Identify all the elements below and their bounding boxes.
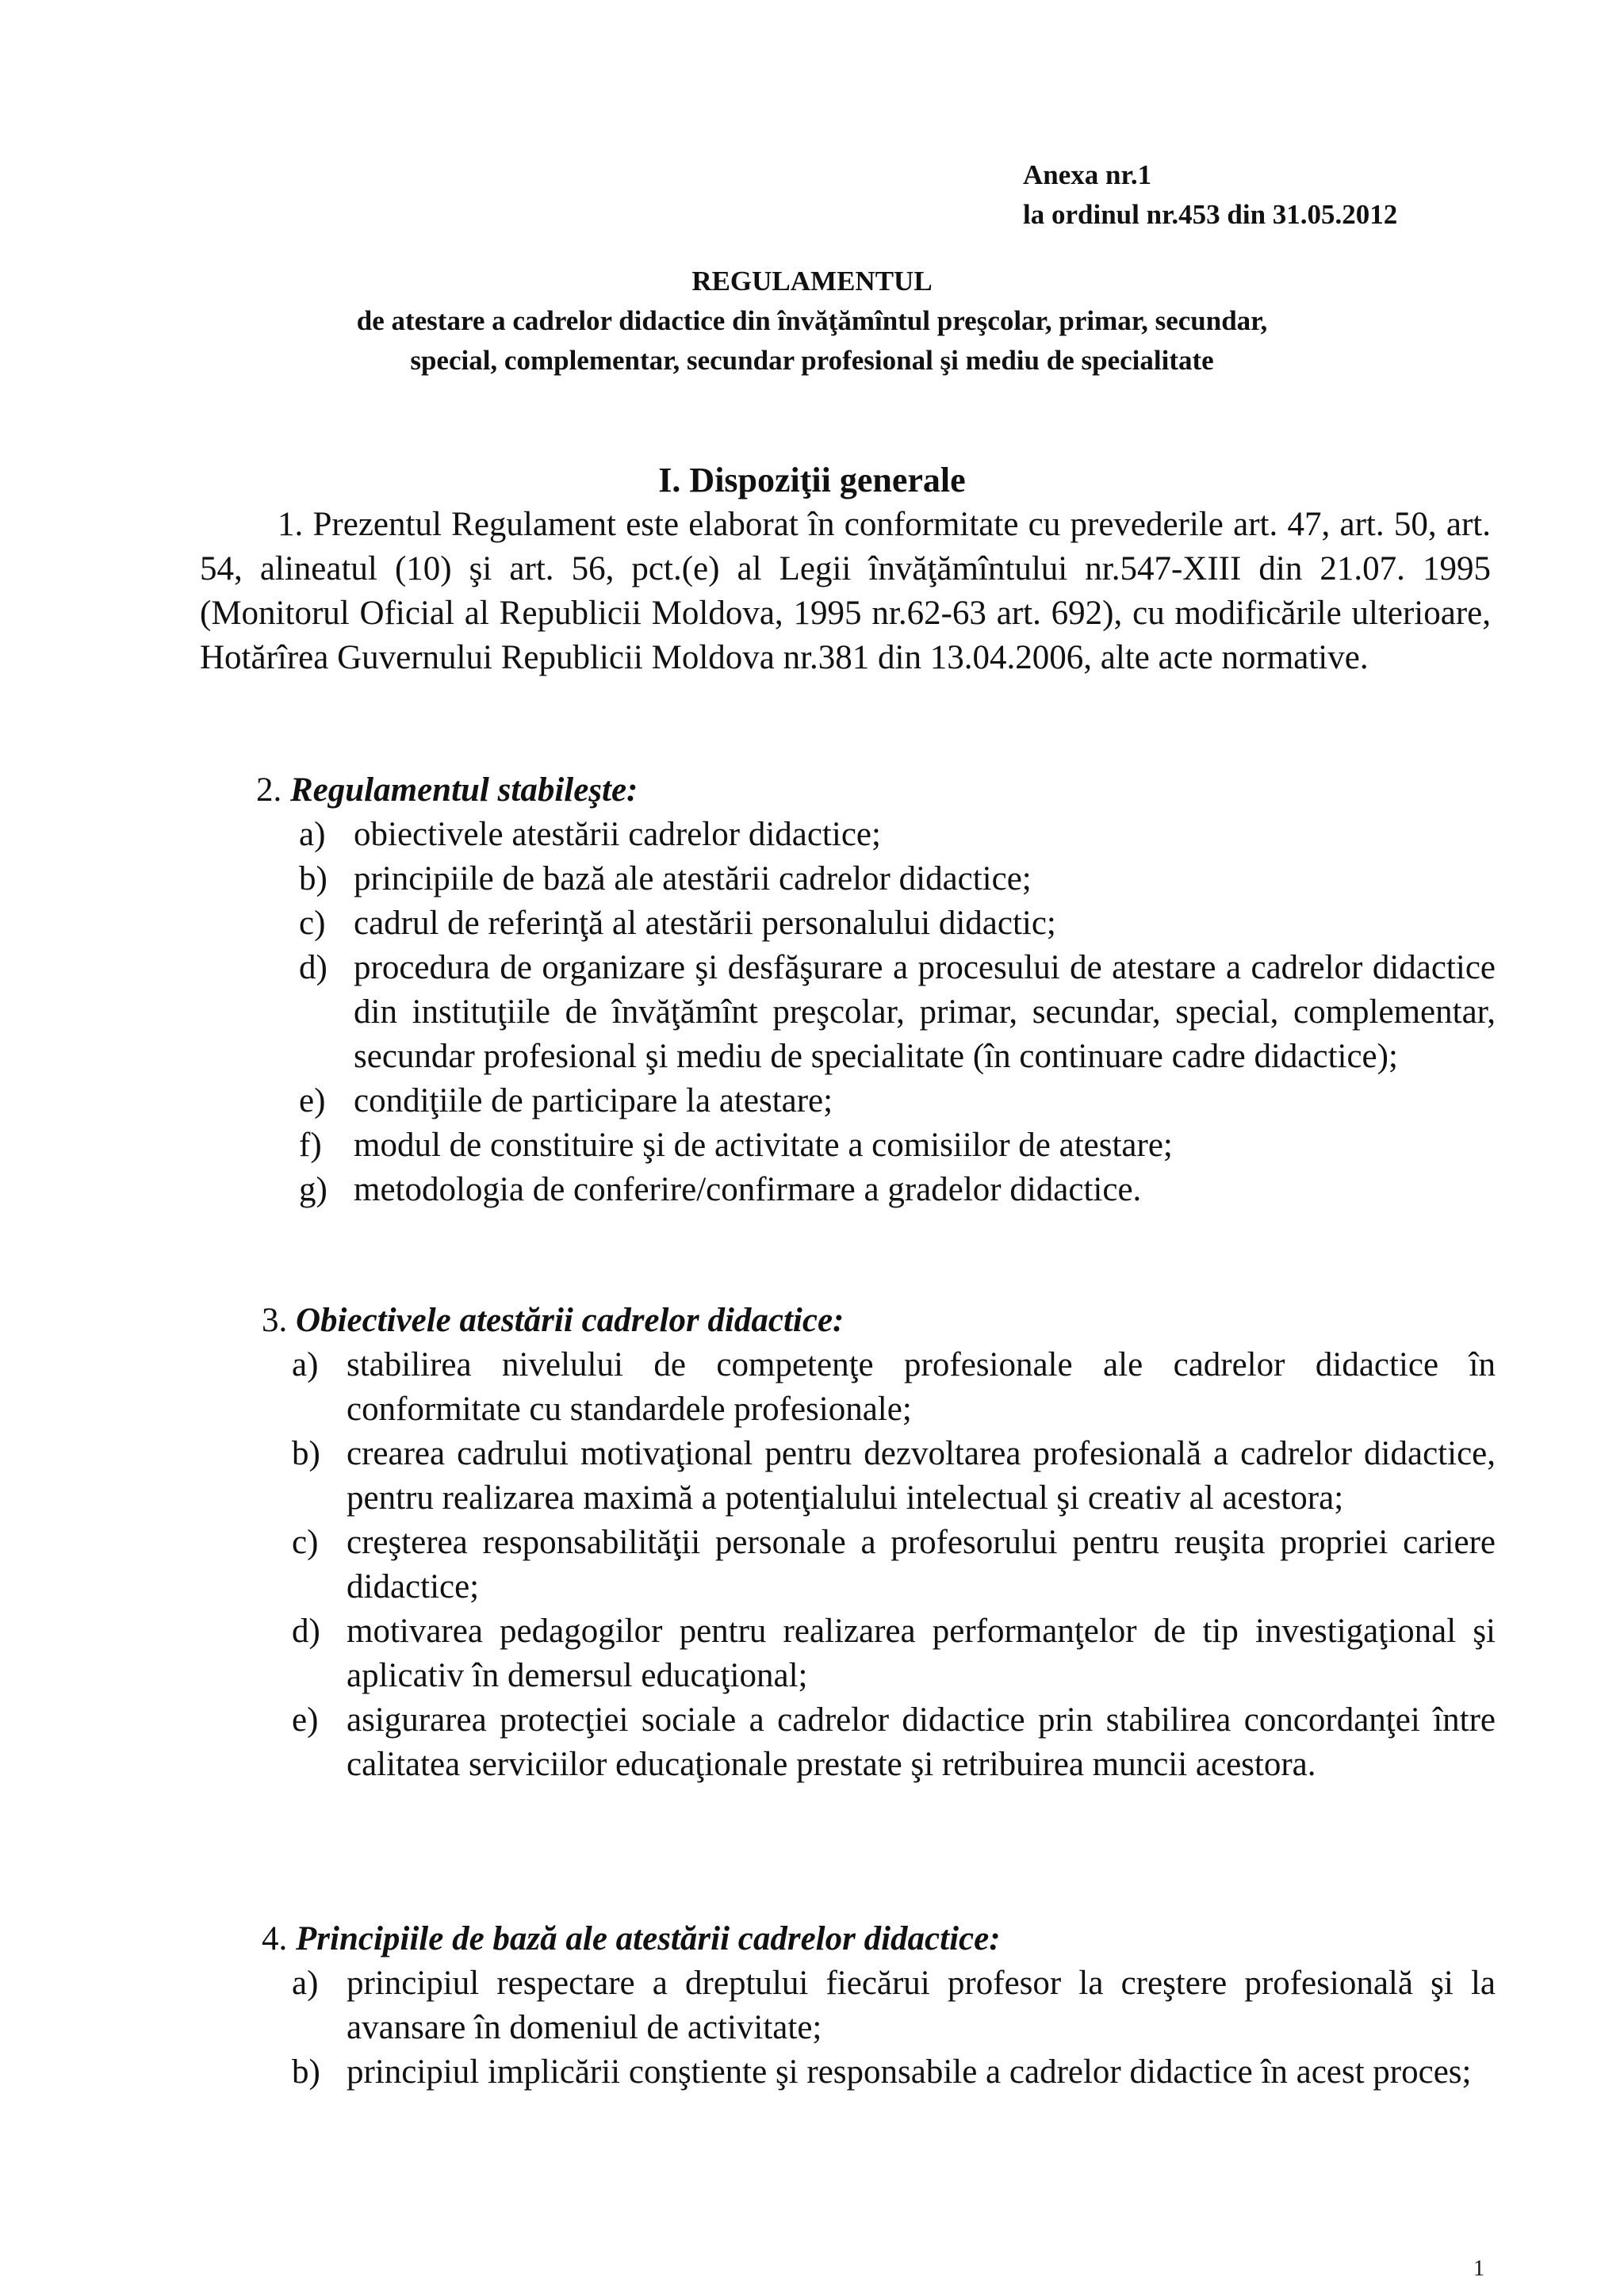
list-marker: b) (292, 1435, 320, 1472)
list-item (292, 2050, 1496, 2095)
list-marker: d) (292, 1613, 320, 1650)
section-2-title: Regulamentul stabileşte: (282, 771, 638, 809)
list-item (292, 1609, 1496, 1698)
list-item-text: condiţiile de participare la atestare; (354, 1082, 833, 1119)
list-item-text: obiectivele atestării cadrelor didactice; (354, 816, 881, 853)
list-item-text: cadrul de referinţă al atestării personalului didactic; (354, 905, 1056, 942)
annex-number: Anexa nr.1 (1023, 159, 1152, 190)
section-2-list (299, 813, 1496, 1212)
list-item (292, 1343, 1496, 1432)
section-4-heading (262, 1917, 1001, 1961)
list-item (292, 1698, 1496, 1787)
list-marker: b) (299, 860, 327, 897)
annex-order: la ordinul nr.453 din 31.05.2012 (1023, 199, 1398, 230)
list-marker: b) (292, 2053, 320, 2091)
section-3-heading (262, 1299, 844, 1343)
list-marker: d) (299, 949, 327, 986)
list-marker: f) (299, 1127, 322, 1164)
list-marker: a) (292, 1346, 319, 1383)
list-item-text: principiul respectare a dreptului fiecărui profesor la creştere profesională şi la avansare în domeniul de activitate; (347, 1965, 1496, 2046)
annex-reference (1023, 155, 1397, 235)
list-item-text: procedura de organizare şi desfăşurare a procesului de atestare a cadrelor didactice din instituţiile de învăţămînt preşcolar, primar, secundar, special, complementar, secundar profesional şi mediu de specialitate (în continuare cadre didactice); (354, 949, 1496, 1075)
list-item (299, 813, 1496, 857)
list-item (292, 1961, 1496, 2050)
list-item-text: stabilirea nivelului de competenţe profesionale ale cadrelor didactice în conformitate cu standardele profesionale; (347, 1346, 1496, 1428)
list-item-text: modul de constituire şi de activitate a comisiilor de atestare; (354, 1127, 1173, 1164)
document-title (0, 262, 1624, 381)
list-item (299, 1168, 1496, 1212)
list-item-text: principiul implicării conştiente şi responsabile a cadrelor didactice în acest proces; (347, 2053, 1472, 2091)
list-marker: a) (299, 816, 326, 853)
list-item-text: motivarea pedagogilor pentru realizarea performanţelor de tip investigaţional şi aplicativ în demersul educaţional; (347, 1613, 1496, 1694)
section-4-number: 4. (262, 1920, 288, 1957)
list-item-text: crearea cadrului motivaţional pentru dezvoltarea profesională a cadrelor didactice, pentru realizarea maximă a potenţialului intelectual şi creativ al acestora; (347, 1435, 1496, 1517)
list-item (299, 1079, 1496, 1123)
list-marker: e) (299, 1082, 326, 1119)
list-marker: e) (292, 1701, 319, 1739)
page-number: 1 (1473, 2256, 1484, 2281)
list-marker: c) (292, 1524, 319, 1561)
section-3-number: 3. (262, 1302, 288, 1339)
section-3-title: Obiectivele atestării cadrelor didactice: (287, 1302, 845, 1339)
section-4-title: Principiile de bază ale atestării cadrelor didactice: (287, 1920, 1001, 1957)
list-marker: c) (299, 905, 326, 942)
list-item-text: metodologia de conferire/confirmare a gradelor didactice. (354, 1171, 1142, 1208)
section-2-heading (256, 768, 638, 813)
list-item-text: creşterea responsabilităţii personale a profesorului pentru reuşita propriei cariere didactice; (347, 1524, 1496, 1605)
section-4-list (292, 1961, 1496, 2095)
paragraph-1: 1. Prezentul Regulament este elaborat în conformitate cu prevederile art. 47, art. 50, art. 54, alineatul (10) şi art. 56, pct.(e) al Legii învăţămîntului nr.547-XIII din 21.07. 1995 (Monitorul Oficial al Republicii Moldova, 1995 nr.62-63 art. 692), cu modificările ulterioare, Hotărîrea Guvernului Republicii Moldova nr.381 din 13.04.2006, alte acte normative. (200, 506, 1491, 676)
list-marker: a) (292, 1965, 319, 2002)
section-heading: I. Dispoziţii generale (658, 461, 966, 499)
list-item (299, 901, 1496, 946)
list-item (292, 1432, 1496, 1521)
list-item-text: principiile de bază ale atestării cadrelor didactice; (354, 860, 1032, 897)
list-item (299, 1123, 1496, 1168)
list-item-text: asigurarea protecţiei sociale a cadrelor didactice prin stabilirea concordanţei între calitatea serviciilor educaţionale prestate şi retribuirea muncii acestora. (347, 1701, 1496, 1783)
list-item (299, 946, 1496, 1079)
list-item (292, 1521, 1496, 1609)
section-3-list (292, 1343, 1496, 1787)
list-marker: g) (299, 1171, 327, 1208)
title-subtitle-line2: special, complementar, secundar profesional şi mediu de specialitate (410, 345, 1214, 376)
section-2-number: 2. (256, 771, 282, 809)
title-subtitle-line1: de atestare a cadrelor didactice din învăţămîntul preşcolar, primar, secundar, (356, 305, 1268, 336)
title-main: REGULAMENTUL (691, 266, 933, 297)
list-item (299, 857, 1496, 901)
